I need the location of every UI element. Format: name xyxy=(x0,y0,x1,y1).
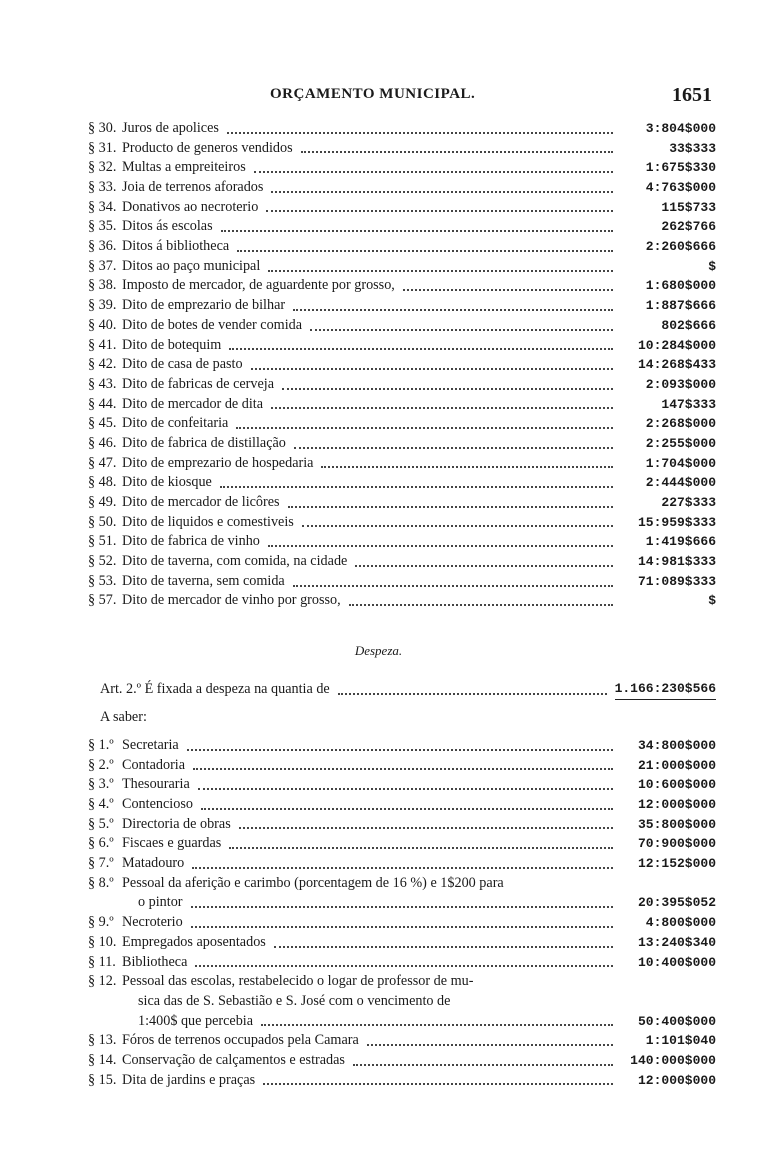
dot-leader xyxy=(220,486,613,488)
item-label: Fiscaes e guardas xyxy=(122,835,222,852)
item-label: Dito de taverna, com comida, na cidade xyxy=(122,553,348,570)
section-number: § 57. xyxy=(88,592,117,609)
section-number: § 35. xyxy=(88,218,117,235)
item-value: 140:000$000 xyxy=(630,1052,716,1068)
article-value: 1.166:230$566 xyxy=(615,679,716,700)
list-item xyxy=(88,1071,716,1091)
article-total xyxy=(100,680,716,700)
section-number: § 8.º xyxy=(88,874,114,891)
item-value: 13:240$340 xyxy=(637,934,716,950)
item-label: Dito de fabrica de vinho xyxy=(122,533,260,550)
item-value: 14:268$433 xyxy=(637,357,716,373)
item-value: 10:400$000 xyxy=(637,954,716,970)
section-number: § 40. xyxy=(88,316,117,333)
item-value: 71:089$333 xyxy=(637,573,716,589)
dot-leader xyxy=(268,545,613,547)
item-value: 115$733 xyxy=(661,199,716,215)
item-value: 147$333 xyxy=(661,396,716,412)
dot-leader xyxy=(349,604,613,606)
expense-list xyxy=(88,736,716,1090)
dot-leader xyxy=(403,289,613,291)
item-value: 262$766 xyxy=(661,219,716,235)
dot-leader xyxy=(239,827,613,829)
list-item xyxy=(88,572,716,592)
list-item xyxy=(88,775,716,795)
item-value: 3:804$000 xyxy=(645,120,716,136)
item-value: 2:093$000 xyxy=(645,376,716,392)
list-item xyxy=(88,158,716,178)
item-value: 227$333 xyxy=(661,495,716,511)
list-item xyxy=(88,913,716,933)
item-label: Dito de mercador de vinho por grosso, xyxy=(122,592,341,609)
item-label: Pessoal das escolas, restabelecido o logar de professor de mu- xyxy=(122,973,474,990)
item-value: 33$333 xyxy=(669,140,716,156)
list-item xyxy=(88,1031,716,1051)
item-value: 34:800$000 xyxy=(637,737,716,753)
item-value: 35:800$000 xyxy=(637,816,716,832)
page-title: ORÇAMENTO MUNICIPAL. xyxy=(270,86,476,102)
section-number: § 43. xyxy=(88,375,117,392)
item-label: Directoria de obras xyxy=(122,815,231,832)
item-label: Dito de mercador de licôres xyxy=(122,494,280,511)
dot-leader xyxy=(229,847,613,849)
item-value: 15:959$333 xyxy=(637,514,716,530)
dot-leader xyxy=(310,329,613,331)
dot-leader xyxy=(227,132,613,134)
list-item xyxy=(88,473,716,493)
item-value: 20:395$052 xyxy=(637,895,716,911)
section-number: § 45. xyxy=(88,415,117,432)
section-number: § 2.º xyxy=(88,756,114,773)
item-label: Empregados aposentados xyxy=(122,933,266,950)
list-item xyxy=(88,874,716,894)
section-number: § 30. xyxy=(88,119,117,136)
item-label: Imposto de mercador, de aguardente por grosso, xyxy=(122,277,395,294)
item-value: $ xyxy=(708,593,716,609)
item-label: Dito de emprezario de bilhar xyxy=(122,297,286,314)
item-value: 1:704$000 xyxy=(645,455,716,471)
dot-leader xyxy=(198,788,613,790)
section-number: § 47. xyxy=(88,454,117,471)
list-item xyxy=(88,532,716,552)
item-value: 10:600$000 xyxy=(637,777,716,793)
item-value: 12:000$000 xyxy=(637,797,716,813)
section-number: § 38. xyxy=(88,277,117,294)
dot-leader xyxy=(191,906,613,908)
list-item xyxy=(88,953,716,973)
item-value: 1:101$040 xyxy=(645,1033,716,1049)
item-value: 12:000$000 xyxy=(637,1072,716,1088)
dot-leader xyxy=(187,749,613,751)
list-item xyxy=(88,815,716,835)
saber-label: A saber: xyxy=(100,709,147,725)
item-label: Dito de mercador de dita xyxy=(122,395,264,412)
item-value: 802$666 xyxy=(661,317,716,333)
section-number: § 15. xyxy=(88,1071,117,1088)
list-item xyxy=(88,257,716,277)
dot-leader xyxy=(338,693,607,695)
dot-leader xyxy=(251,368,613,370)
list-item xyxy=(88,434,716,454)
list-item xyxy=(88,454,716,474)
dot-leader xyxy=(355,565,613,567)
item-label: Dito de kiosque xyxy=(122,474,212,491)
dot-leader xyxy=(282,388,613,390)
list-item xyxy=(88,395,716,415)
section-number: § 44. xyxy=(88,395,117,412)
item-label: Bibliotheca xyxy=(122,953,188,970)
section-number: § 31. xyxy=(88,139,117,156)
section-number: § 53. xyxy=(88,572,117,589)
section-number: § 1.º xyxy=(88,736,114,753)
list-item xyxy=(88,736,716,756)
revenue-list xyxy=(88,119,716,611)
item-label: Dito de taverna, sem comida xyxy=(122,572,285,589)
list-item xyxy=(88,513,716,533)
list-item xyxy=(88,933,716,953)
list-item xyxy=(88,592,716,612)
dot-leader xyxy=(268,270,613,272)
item-value: 1:675$330 xyxy=(645,160,716,176)
item-label: Ditos á bibliotheca xyxy=(122,238,230,255)
section-number: § 46. xyxy=(88,434,117,451)
section-number: § 10. xyxy=(88,933,117,950)
dot-leader xyxy=(261,1024,613,1026)
dot-leader xyxy=(294,447,613,449)
list-item xyxy=(88,894,716,914)
item-value: 1:887$666 xyxy=(645,298,716,314)
section-number: § 48. xyxy=(88,474,117,491)
item-label: Dito de botes de vender comida xyxy=(122,316,303,333)
dot-leader xyxy=(195,965,613,967)
list-item xyxy=(88,119,716,139)
item-value: 14:981$333 xyxy=(637,554,716,570)
section-number: § 13. xyxy=(88,1032,117,1049)
dot-leader xyxy=(254,171,613,173)
list-item xyxy=(88,1012,716,1032)
item-label: Dito de fabricas de cerveja xyxy=(122,375,275,392)
page-number: 1651 xyxy=(672,84,712,106)
dot-leader xyxy=(301,151,613,153)
item-value: 2:444$000 xyxy=(645,475,716,491)
section-number: § 37. xyxy=(88,257,117,274)
section-number: § 39. xyxy=(88,297,117,314)
dot-leader xyxy=(271,191,613,193)
section-number: § 52. xyxy=(88,553,117,570)
item-label: Dito de emprezario de hospedaria xyxy=(122,454,314,471)
dot-leader xyxy=(274,946,613,948)
section-number: § 51. xyxy=(88,533,117,550)
section-number: § 42. xyxy=(88,356,117,373)
item-value: 1:419$666 xyxy=(645,534,716,550)
page-header xyxy=(0,84,757,108)
list-item xyxy=(88,834,716,854)
article-label: Art. 2.º É fixada a despeza na quantia de xyxy=(100,680,330,697)
item-label: 1:400$ que percebia xyxy=(138,1012,254,1029)
section-number: § 12. xyxy=(88,973,117,990)
item-label: Contencioso xyxy=(122,796,193,813)
list-item xyxy=(88,375,716,395)
dot-leader xyxy=(293,309,613,311)
item-label: Joia de terrenos aforados xyxy=(122,179,264,196)
item-label: Dito de fabrica de distillação xyxy=(122,434,286,451)
section-number: § 34. xyxy=(88,198,117,215)
list-item xyxy=(88,1051,716,1071)
section-number: § 3.º xyxy=(88,776,114,793)
section-number: § 9.º xyxy=(88,914,114,931)
dot-leader xyxy=(288,506,613,508)
item-value: 21:000$000 xyxy=(637,757,716,773)
dot-leader xyxy=(221,230,613,232)
item-label: Matadouro xyxy=(122,855,185,872)
dot-leader xyxy=(193,768,613,770)
list-item xyxy=(88,316,716,336)
list-item xyxy=(88,493,716,513)
item-label: Fóros de terrenos occupados pela Camara xyxy=(122,1032,359,1049)
section-number: § 4.º xyxy=(88,796,114,813)
item-label: Dito de liquidos e comestiveis xyxy=(122,513,294,530)
item-label: Dita de jardins e praças xyxy=(122,1071,256,1088)
section-number: § 14. xyxy=(88,1051,117,1068)
section-number: § 36. xyxy=(88,238,117,255)
item-label: Ditos ás escolas xyxy=(122,218,213,235)
dot-leader xyxy=(353,1064,613,1066)
item-label: Juros de apolices xyxy=(122,119,219,136)
list-item xyxy=(88,552,716,572)
item-value: 4:800$000 xyxy=(645,915,716,931)
section-number: § 11. xyxy=(88,953,116,970)
list-item xyxy=(88,217,716,237)
section-number: § 32. xyxy=(88,159,117,176)
section-number: § 50. xyxy=(88,513,117,530)
dot-leader xyxy=(236,427,613,429)
dot-leader xyxy=(266,210,613,212)
section-number: § 7.º xyxy=(88,855,114,872)
list-item xyxy=(88,414,716,434)
dot-leader xyxy=(271,407,613,409)
list-item xyxy=(88,336,716,356)
dot-leader xyxy=(367,1044,613,1046)
dot-leader xyxy=(263,1083,613,1085)
list-item xyxy=(88,854,716,874)
list-item xyxy=(88,139,716,159)
list-item xyxy=(88,972,716,992)
dot-leader xyxy=(229,348,613,350)
dot-leader xyxy=(293,585,613,587)
item-value: $ xyxy=(708,258,716,274)
list-item xyxy=(88,756,716,776)
item-label: Producto de generos vendidos xyxy=(122,139,293,156)
item-label: Secretaria xyxy=(122,736,179,753)
section-heading: Despeza. xyxy=(354,643,403,658)
dot-leader xyxy=(201,808,613,810)
dot-leader xyxy=(192,867,613,869)
list-item xyxy=(88,355,716,375)
item-label: Contadoria xyxy=(122,756,186,773)
item-label: Conservação de calçamentos e estradas xyxy=(122,1051,345,1068)
item-value: 4:763$000 xyxy=(645,180,716,196)
item-value: 2:268$000 xyxy=(645,416,716,432)
section-number: § 6.º xyxy=(88,835,114,852)
dot-leader xyxy=(321,466,613,468)
item-value: 2:255$000 xyxy=(645,435,716,451)
item-label: o pintor xyxy=(138,894,183,911)
item-value: 1:680$000 xyxy=(645,278,716,294)
section-number: § 49. xyxy=(88,494,117,511)
list-item xyxy=(88,992,716,1012)
item-label: Dito de casa de pasto xyxy=(122,356,243,373)
list-item xyxy=(88,178,716,198)
list-item xyxy=(88,237,716,257)
dot-leader xyxy=(302,525,613,527)
item-label: Multas a empreiteiros xyxy=(122,159,246,176)
item-label: Ditos ao paço municipal xyxy=(122,257,261,274)
item-value: 70:900$000 xyxy=(637,836,716,852)
item-label: sica das de S. Sebastião e S. José com o vencimento de xyxy=(138,992,451,1009)
item-value: 2:260$666 xyxy=(645,239,716,255)
section-number: § 41. xyxy=(88,336,117,353)
section-number: § 33. xyxy=(88,179,117,196)
list-item xyxy=(88,795,716,815)
item-value: 10:284$000 xyxy=(637,337,716,353)
list-item xyxy=(88,296,716,316)
item-value: 12:152$000 xyxy=(637,856,716,872)
list-item xyxy=(88,198,716,218)
item-label: Necroterio xyxy=(122,914,183,931)
dot-leader xyxy=(191,926,613,928)
list-item xyxy=(88,277,716,297)
item-label: Pessoal da aferição e carimbo (porcentagem de 16 %) e 1$200 para xyxy=(122,874,504,891)
item-label: Thesouraria xyxy=(122,776,190,793)
item-label: Donativos ao necroterio xyxy=(122,198,259,215)
item-value: 50:400$000 xyxy=(637,1013,716,1029)
dot-leader xyxy=(237,250,613,252)
item-label: Dito de confeitaria xyxy=(122,415,229,432)
item-label: Dito de botequim xyxy=(122,336,222,353)
section-number: § 5.º xyxy=(88,815,114,832)
